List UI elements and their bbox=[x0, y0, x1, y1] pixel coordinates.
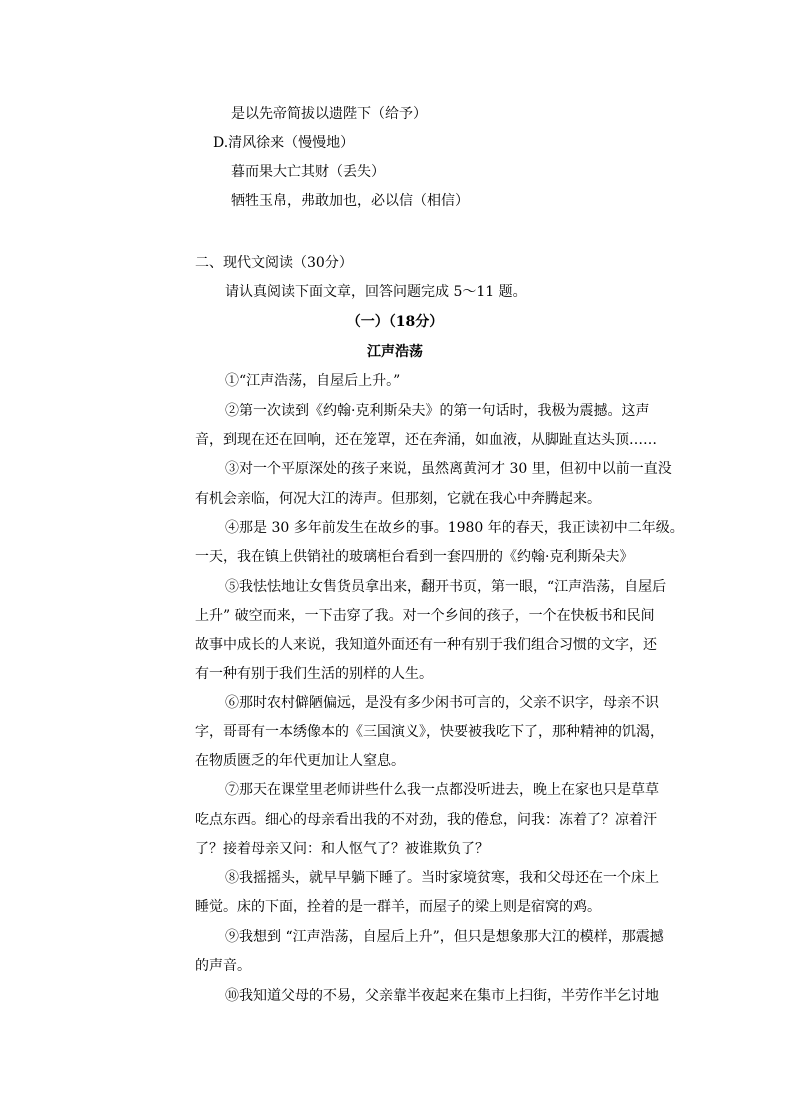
paragraph-line: ⑩我知道父母的不易，父亲靠半夜起来在集市上扫街，半劳作半乞讨地 bbox=[225, 988, 659, 1004]
paragraph-line: 故事中成长的人来说，我知道外面还有一种有别于我们组合习惯的文字，还 bbox=[195, 637, 657, 653]
paragraph-line: 有一种有别于我们生活的别样的人生。 bbox=[195, 666, 433, 682]
paragraph-line: ⑦那天在课堂里老师讲些什么我一点都没听进去，晚上在家也只是草草 bbox=[225, 782, 659, 798]
paragraph-line: ①“江声浩荡，自屋后上升。” bbox=[225, 373, 401, 389]
paragraph-line: 有机会亲临，何况大江的涛声。但那刻，它就在我心中奔腾起来。 bbox=[195, 491, 601, 507]
option-d-line-3: 牺牲玉帛，弗敢加也，必以信（相信） bbox=[231, 193, 469, 209]
option-d-label: D.清风徐来（慢慢地） bbox=[213, 135, 355, 151]
section-heading: 二、现代文阅读（30分） bbox=[195, 255, 353, 271]
paragraph-line: 的声音。 bbox=[195, 958, 251, 974]
paragraph-line: 一天，我在镇上供销社的玻璃柜台看到一套四册的《约翰·克利斯朵夫》 bbox=[195, 549, 634, 565]
paragraph-line: 吃点东西。细心的母亲看出我的不对劲，我的倦怠，问我：冻着了？凉着汗 bbox=[195, 812, 657, 828]
paragraph-line: 在物质匮乏的年代更加让人窒息。 bbox=[195, 753, 405, 769]
paragraph-line: ⑥那时农村僻陋偏远，是没有多少闲书可言的，父亲不识字，母亲不识 bbox=[225, 695, 659, 711]
section-instruction: 请认真阅读下面文章，回答问题完成 5～11 题。 bbox=[225, 284, 527, 300]
paragraph-line: ④那是 30 多年前发生在故乡的事。1980 年的春天，我正读初中二年级。 bbox=[225, 520, 684, 536]
paragraph-line: ⑤我怯怯地让女售货员拿出来，翻开书页，第一眼，“江声浩荡，自屋后 bbox=[225, 579, 667, 595]
article-title: 江声浩荡 bbox=[367, 344, 423, 360]
paragraph-line: 上升” 破空而来，一下击穿了我。对一个乡间的孩子，一个在快板书和民间 bbox=[195, 608, 655, 624]
part-label: （一）（18分） bbox=[346, 314, 444, 330]
paragraph-line: ③对一个平原深处的孩子来说，虽然离黄河才 30 里，但初中以前一直没 bbox=[225, 461, 672, 477]
paragraph-line: 音，到现在还在回响，还在笼罩，还在奔涌，如血液，从脚趾直达头顶…… bbox=[195, 432, 657, 448]
paragraph-line: 字，哥哥有一本绣像本的《三国演义》，快要被我吃下了，那种精神的饥渴， bbox=[195, 724, 664, 740]
option-c-continuation: 是以先帝简拔以遗陛下（给予） bbox=[231, 106, 427, 122]
option-d-line-2: 暮而果大亡其财（丢失） bbox=[231, 164, 385, 180]
paragraph-line: 睡觉。床的下面，拴着的是一群羊，而屋子的梁上则是宿窝的鸡。 bbox=[195, 899, 601, 915]
paragraph-line: ⑧我摇摇头，就早早躺下睡了。当时家境贫寒，我和父母还在一个床上 bbox=[225, 870, 659, 886]
paragraph-line: ②第一次读到《约翰·克利斯朵夫》的第一句话时，我极为震撼。这声 bbox=[225, 403, 650, 419]
paragraph-line: 了？接着母亲又问：和人怄气了？被谁欺负了？ bbox=[195, 841, 489, 857]
paragraph-line: ⑨我想到 “江声浩荡，自屋后上升”，但只是想象那大江的模样，那震撼 bbox=[225, 929, 664, 945]
